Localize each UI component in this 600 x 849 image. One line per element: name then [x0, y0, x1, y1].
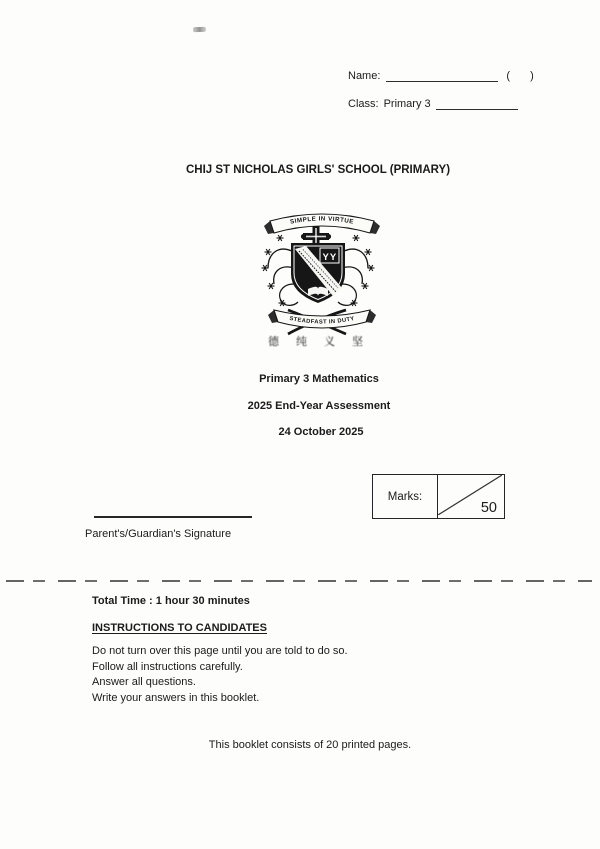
footer-note: This booklet consists of 20 printed pages. — [208, 739, 412, 751]
crest-shield — [291, 243, 345, 303]
crest-ribbon-bottom — [268, 310, 376, 328]
instruction-item: Write your answers in this booklet. — [92, 691, 260, 704]
index-paren-open: ( — [506, 70, 511, 82]
signature-caption: Parent's/Guardian's Signature — [85, 528, 232, 540]
instructions-list — [92, 644, 348, 706]
school-crest-graphic — [258, 210, 386, 338]
instruction-item: Answer all questions. — [92, 676, 196, 688]
class-label: Class: — [348, 98, 379, 110]
instruction-item: Do not turn over this page until you are told to do so. — [92, 645, 348, 657]
crest-emblem-glyphs: YY — [322, 252, 338, 263]
index-paren-close: ) — [530, 70, 534, 82]
marks-score-cell — [438, 475, 504, 518]
scan-smudge — [193, 27, 206, 32]
signature-line — [94, 516, 252, 518]
class-row — [348, 96, 518, 110]
class-field-line — [436, 96, 518, 110]
instructions-heading: INSTRUCTIONS TO CANDIDATES — [92, 622, 267, 634]
name-field-line — [386, 68, 498, 82]
exam-date: 24 October 2025 — [278, 426, 364, 438]
crest-motto-bottom: STEADFAST IN DUTY — [288, 315, 356, 326]
crest-motto-top: SIMPLE IN VIRTUE — [289, 215, 355, 226]
marks-box — [372, 474, 505, 519]
exam-subject: Primary 3 Mathematics — [259, 373, 379, 385]
crest-ribbon-top — [264, 214, 380, 234]
marks-label: Marks: — [373, 475, 438, 518]
marks-total: 50 — [480, 500, 497, 516]
crest-motto-chinese: 德纯义坚 — [268, 336, 380, 348]
name-row — [348, 68, 534, 82]
instruction-item: Follow all instructions carefully. — [92, 660, 243, 673]
school-crest — [258, 210, 386, 338]
class-value: Primary 3 — [383, 98, 431, 110]
name-label: Name: — [348, 70, 381, 82]
school-name: CHIJ ST NICHOLAS GIRLS' SCHOOL (PRIMARY) — [185, 164, 451, 176]
total-time: Total Time : 1 hour 30 minutes — [92, 595, 250, 607]
exam-assessment: 2025 End-Year Assessment — [247, 400, 391, 412]
dashed-separator — [6, 580, 592, 582]
